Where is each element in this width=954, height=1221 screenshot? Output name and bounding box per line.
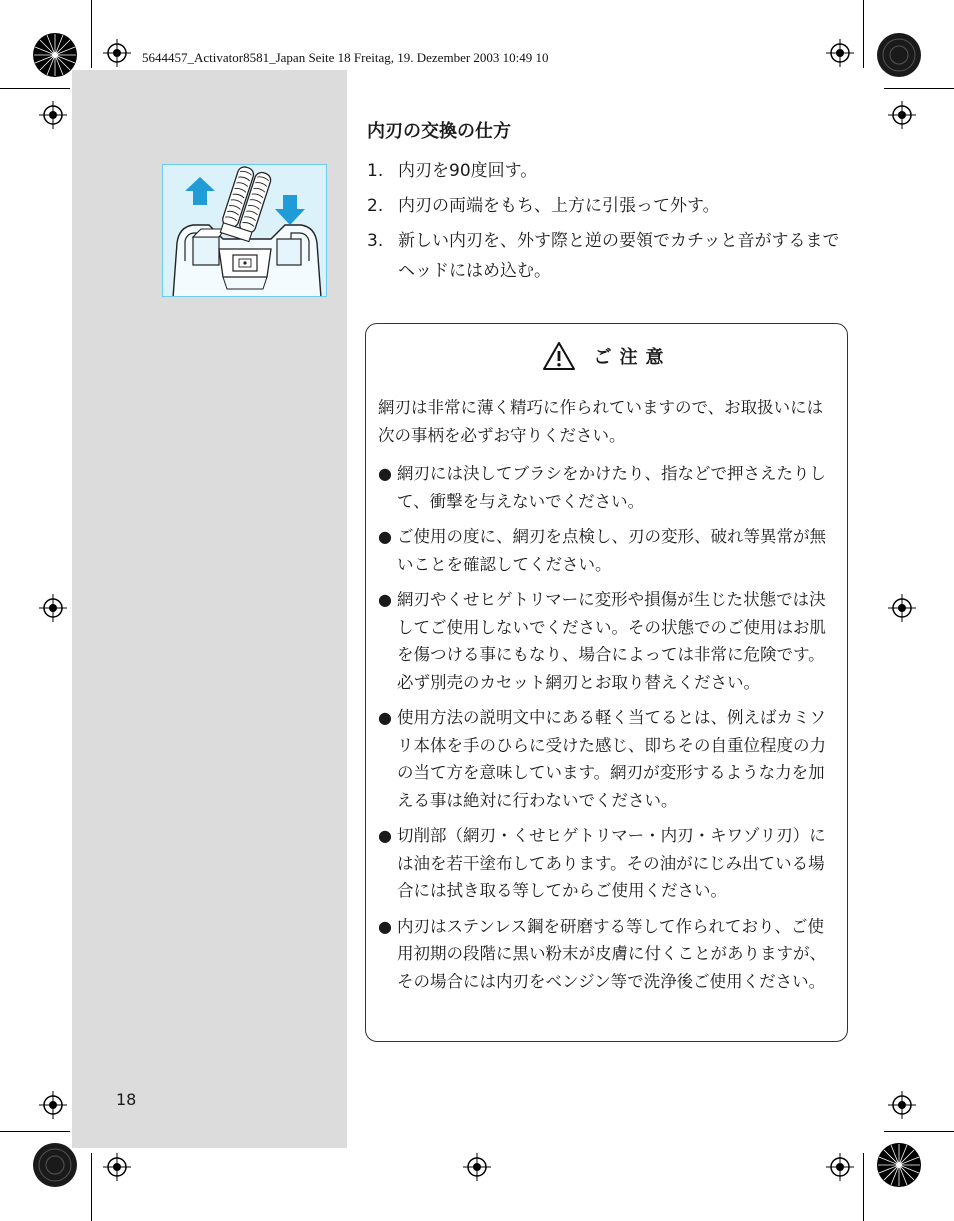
bullet-text: 網刃やくせヒゲトリマーに変形や損傷が生じた状態では決してご使用しないでください。その状態でのご使用はお肌を傷つける事にもなり、場合によっては非常に危険です。必ず別売のカセット網刃とお取り替えください。	[397, 590, 826, 692]
crop-mark	[884, 88, 954, 89]
caution-header	[378, 340, 835, 372]
color-rosette-icon	[876, 1142, 922, 1188]
registration-mark-icon	[888, 1091, 916, 1119]
list-item	[367, 191, 851, 221]
bullet-dot-icon: ●	[378, 708, 392, 727]
list-item	[367, 156, 851, 186]
bullet-text: ご使用の度に、網刃を点検し、刃の変形、破れ等異常が無いことを確認してください。	[397, 527, 826, 574]
list-item	[378, 704, 835, 814]
step-text: 新しい内刃を、外す際と逆の要領でカチッと音がするまでヘッドにはめ込む。	[398, 231, 840, 281]
list-item	[367, 226, 851, 286]
caution-box	[365, 323, 848, 1042]
bullet-text: 内刃はステンレス鋼を研磨する等して作られており、ご使用初期の段階に黒い粉末が皮膚に付くことがありますが、その場合には内刃をベンジン等で洗浄後ご使用ください。	[397, 916, 826, 991]
color-rosette-icon	[32, 1142, 78, 1188]
print-header: 5644457_Activator8581_Japan Seite 18 Freitag, 19. Dezember 2003 10:49 10	[142, 50, 549, 65]
bullet-dot-icon: ●	[378, 464, 392, 483]
crop-mark	[863, 1153, 864, 1221]
bullet-dot-icon: ●	[378, 590, 392, 609]
crop-mark	[0, 1131, 70, 1132]
section-title: 内刃の交換の仕方	[367, 121, 511, 142]
warning-triangle-icon	[542, 341, 576, 371]
registration-mark-icon	[826, 1153, 854, 1181]
crop-mark	[863, 0, 864, 68]
list-item	[378, 822, 835, 905]
bullet-dot-icon: ●	[378, 527, 392, 546]
registration-mark-icon	[826, 39, 854, 67]
bullet-text: 使用方法の説明文中にある軽く当てるとは、例えばカミソリ本体を手のひらに受けた感じ、即ちその自重位程度の力の当て方を意味しています。網刃が変形するような力を加える事は絶対に行わないでください。	[397, 708, 826, 810]
crop-mark	[91, 1153, 92, 1221]
replacement-instructions	[367, 118, 851, 291]
caution-intro: 網刃は非常に薄く精巧に作られていますので、お取扱いには次の事柄を必ずお守りください。	[378, 398, 824, 445]
step-text: 内刃の両端をもち、上方に引張って外す。	[398, 196, 720, 216]
registration-mark-icon	[888, 101, 916, 129]
bullet-dot-icon: ●	[378, 826, 392, 845]
color-rosette-icon	[876, 32, 922, 78]
registration-mark-icon	[39, 594, 67, 622]
crop-mark	[91, 0, 92, 68]
registration-mark-icon	[39, 1091, 67, 1119]
registration-mark-icon	[103, 39, 131, 67]
list-item	[378, 523, 835, 578]
caution-title: ご注意	[593, 347, 672, 368]
registration-mark-icon	[103, 1153, 131, 1181]
page-number: 18	[116, 1090, 137, 1109]
registration-mark-icon	[888, 594, 916, 622]
bullet-text: 切削部（網刃・くせヒゲトリマー・内刃・キワゾリ刃）には油を若干塗布してあります。その油がにじみ出ている場合には拭き取る等してからご使用ください。	[397, 826, 826, 900]
steps-list	[367, 156, 851, 286]
crop-mark	[0, 88, 70, 89]
step-number: 3.	[367, 231, 384, 251]
bullet-dot-icon: ●	[378, 916, 392, 936]
color-rosette-icon	[32, 32, 78, 78]
list-item	[378, 586, 835, 696]
bullet-text: 網刃には決してブラシをかけたり、指などで押さえたりして、衝撃を与えないでください。	[397, 464, 826, 511]
step-number: 1.	[367, 161, 384, 181]
list-item	[378, 913, 835, 996]
registration-mark-icon	[39, 101, 67, 129]
step-number: 2.	[367, 196, 384, 216]
list-item	[378, 460, 835, 515]
step-text: 内刃を90度回す。	[398, 161, 538, 181]
cutter-replacement-illustration	[162, 164, 327, 297]
crop-mark	[884, 1131, 954, 1132]
registration-mark-icon	[463, 1153, 491, 1181]
